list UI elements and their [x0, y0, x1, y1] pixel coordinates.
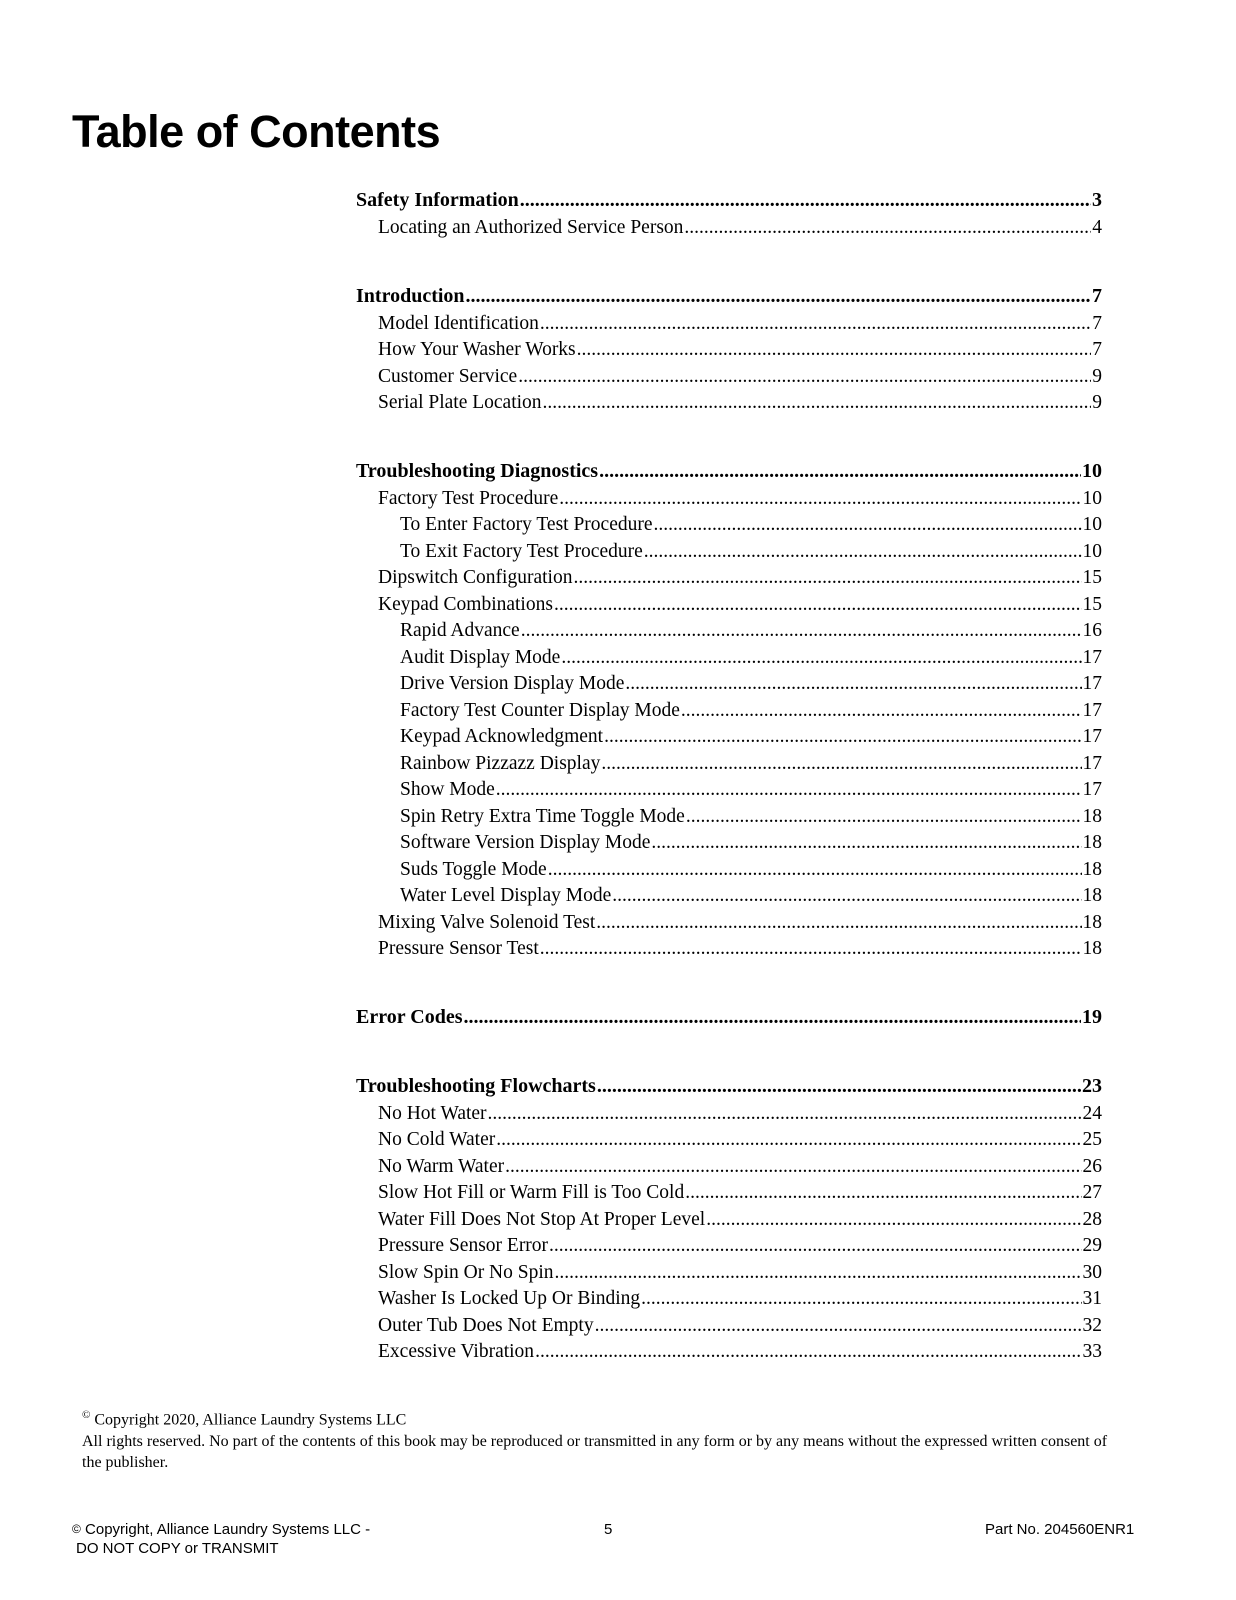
- footer-part-number: Part No. 204560ENR1: [985, 1521, 1135, 1538]
- toc-entry-page: 33: [1082, 1341, 1102, 1362]
- toc-entry-title: Washer Is Locked Up Or Binding: [378, 1288, 641, 1309]
- dot-leader: [535, 1339, 1081, 1366]
- toc-entry-title: No Hot Water: [378, 1102, 487, 1124]
- toc-entry-page: 28: [1082, 1208, 1102, 1230]
- toc-entry-title: Slow Spin Or No Spin: [378, 1261, 554, 1283]
- toc-entry-page: 18: [1082, 805, 1102, 827]
- toc-entry-title: Rapid Advance: [400, 620, 520, 641]
- copyright-text: Copyright 2020, Alliance Laundry Systems LLC: [94, 1411, 407, 1429]
- dot-leader: [561, 645, 1081, 672]
- toc-entry-title: Pressure Sensor Error: [378, 1235, 549, 1256]
- toc-entry[interactable]: [356, 1127, 1102, 1154]
- toc-entry[interactable]: [356, 486, 1102, 513]
- toc-entry[interactable]: [356, 539, 1102, 566]
- footer-copyright: [72, 1520, 370, 1558]
- toc-entry-page: 4: [1092, 217, 1102, 238]
- toc-entry-title: Drive Version Display Mode: [400, 673, 625, 694]
- toc-entry-title: Troubleshooting Flowcharts: [356, 1074, 596, 1097]
- toc-entry-title: No Warm Water: [378, 1155, 505, 1177]
- toc-entry-title: Suds Toggle Mode: [400, 858, 547, 880]
- toc-entry-page: 9: [1092, 365, 1102, 387]
- toc-entry-page: 18: [1082, 938, 1102, 959]
- toc-entry[interactable]: [356, 1286, 1102, 1313]
- toc-chapter[interactable]: [356, 1072, 1102, 1101]
- rights-reserved-text: All rights reserved. No part of the contents of this book may be reproduced or transmitted in any form or by any means without the expressed written consent of the publisher.: [82, 1432, 1108, 1472]
- dot-leader: [686, 804, 1082, 831]
- page-title: Table of Contents: [72, 106, 441, 157]
- toc-entry-page: 15: [1082, 567, 1102, 588]
- toc-chapter[interactable]: [356, 282, 1102, 311]
- dot-leader: [599, 457, 1081, 486]
- toc-entry-page: 32: [1082, 1314, 1102, 1336]
- toc-entry[interactable]: [356, 777, 1102, 804]
- dot-leader: [554, 592, 1082, 619]
- toc-section: [356, 282, 1102, 417]
- toc-entry-page: 17: [1082, 726, 1102, 747]
- dot-leader: [496, 777, 1082, 804]
- copyright-symbol: ©: [82, 1409, 91, 1421]
- dot-leader: [543, 390, 1092, 417]
- toc-entry[interactable]: [356, 1180, 1102, 1207]
- dot-leader: [540, 936, 1082, 963]
- toc-entry-page: 18: [1082, 858, 1102, 880]
- dot-leader: [466, 282, 1091, 311]
- toc-entry-page: 17: [1082, 673, 1102, 694]
- copyright-line: [82, 1405, 1112, 1431]
- footer-do-not-copy: DO NOT COPY or TRANSMIT: [76, 1540, 279, 1557]
- footer-copyright-symbol: ©: [72, 1522, 81, 1536]
- toc-entry-page: 17: [1082, 646, 1102, 668]
- toc-entry-title: To Exit Factory Test Procedure: [400, 540, 643, 562]
- toc-section: [356, 186, 1102, 242]
- toc-entry-page: 24: [1082, 1102, 1102, 1124]
- toc-entry-title: Excessive Vibration: [378, 1341, 535, 1362]
- toc-entry-page: 27: [1082, 1182, 1102, 1203]
- toc-entry-page: 10: [1082, 487, 1102, 509]
- dot-leader: [651, 830, 1081, 857]
- toc-entry-page: 9: [1092, 392, 1102, 413]
- toc-entry-title: Water Level Display Mode: [400, 885, 612, 906]
- toc-entry[interactable]: [356, 883, 1102, 910]
- dot-leader: [548, 857, 1082, 884]
- dot-leader: [573, 565, 1081, 592]
- toc-entry[interactable]: [356, 671, 1102, 698]
- toc-entry[interactable]: [356, 565, 1102, 592]
- toc-entry-page: 18: [1082, 911, 1102, 933]
- dot-leader: [549, 1233, 1081, 1260]
- toc-entry-page: 15: [1082, 593, 1102, 615]
- toc-entry-title: Model Identification: [378, 312, 539, 334]
- toc-entry-title: Factory Test Procedure: [378, 487, 559, 509]
- dot-leader: [681, 698, 1082, 725]
- toc-entry[interactable]: [356, 698, 1102, 725]
- toc-entry-page: 17: [1082, 779, 1102, 800]
- toc-entry[interactable]: [356, 857, 1102, 884]
- toc-entry[interactable]: [356, 592, 1102, 619]
- toc-entry-page: 10: [1082, 514, 1102, 535]
- toc-entry-title: Safety Information: [356, 189, 519, 211]
- toc-entry-page: 29: [1082, 1235, 1102, 1256]
- dot-leader: [555, 1260, 1082, 1287]
- toc-entry[interactable]: [356, 645, 1102, 672]
- dot-leader: [577, 337, 1092, 364]
- dot-leader: [521, 618, 1082, 645]
- dot-leader: [540, 311, 1091, 338]
- toc-entry-page: 23: [1082, 1074, 1102, 1097]
- dot-leader: [604, 724, 1081, 751]
- toc-section: [356, 1072, 1102, 1366]
- dot-leader: [463, 1003, 1081, 1032]
- copyright-notice: [82, 1405, 1112, 1474]
- toc-entry[interactable]: [356, 936, 1102, 963]
- toc-entry[interactable]: [356, 618, 1102, 645]
- toc-entry-page: 18: [1082, 832, 1102, 853]
- toc-entry-title: Keypad Acknowledgment: [400, 726, 604, 747]
- dot-leader: [496, 1127, 1081, 1154]
- dot-leader: [654, 512, 1082, 539]
- toc-entry-page: 25: [1082, 1129, 1102, 1150]
- toc-entry-title: Troubleshooting Diagnostics: [356, 459, 599, 482]
- toc-entry-page: 7: [1092, 284, 1102, 307]
- toc-entry-page: 18: [1082, 885, 1102, 906]
- dot-leader: [601, 751, 1081, 778]
- toc-entry[interactable]: [356, 1339, 1102, 1366]
- dot-leader: [612, 883, 1081, 910]
- toc-entry[interactable]: [356, 1313, 1102, 1340]
- toc-entry-title: Locating an Authorized Service Person: [378, 217, 684, 238]
- toc-entry[interactable]: [356, 215, 1102, 242]
- toc-entry-page: 17: [1082, 752, 1102, 774]
- dot-leader: [641, 1286, 1081, 1313]
- dot-leader: [625, 671, 1081, 698]
- toc-entry-title: Spin Retry Extra Time Toggle Mode: [400, 805, 685, 827]
- dot-leader: [520, 186, 1091, 215]
- toc-entry[interactable]: [356, 830, 1102, 857]
- toc-chapter[interactable]: [356, 457, 1102, 486]
- toc-entry-title: Outer Tub Does Not Empty: [378, 1314, 594, 1336]
- dot-leader: [685, 1180, 1081, 1207]
- toc-entry-title: Customer Service: [378, 365, 518, 387]
- toc-entry-page: 7: [1092, 339, 1102, 360]
- toc-entry-title: Show Mode: [400, 779, 495, 800]
- toc-entry[interactable]: [356, 390, 1102, 417]
- footer-copyright-text: Copyright, Alliance Laundry Systems LLC -: [85, 1521, 371, 1538]
- dot-leader: [644, 539, 1082, 566]
- toc-entry-title: Keypad Combinations: [378, 593, 553, 615]
- toc-entry-page: 10: [1082, 459, 1102, 482]
- toc-chapter[interactable]: [356, 1003, 1102, 1032]
- toc-entry-page: 10: [1082, 540, 1102, 562]
- toc-entry-page: 7: [1092, 312, 1102, 334]
- toc-section: [356, 457, 1102, 963]
- toc-entry-page: 26: [1082, 1155, 1102, 1177]
- dot-leader: [597, 1072, 1081, 1101]
- toc-entry-title: Slow Hot Fill or Warm Fill is Too Cold: [378, 1182, 685, 1203]
- dot-leader: [706, 1207, 1081, 1234]
- toc-entry[interactable]: [356, 804, 1102, 831]
- toc-entry-title: Mixing Valve Solenoid Test: [378, 911, 596, 933]
- toc-chapter[interactable]: [356, 186, 1102, 215]
- toc-entry-page: 31: [1082, 1288, 1102, 1309]
- toc-entry-title: Water Fill Does Not Stop At Proper Level: [378, 1208, 706, 1230]
- dot-leader: [488, 1101, 1082, 1128]
- toc-entry-page: 17: [1082, 699, 1102, 721]
- toc-entry[interactable]: [356, 311, 1102, 338]
- dot-leader: [505, 1154, 1081, 1181]
- toc-entry-title: Audit Display Mode: [400, 646, 561, 668]
- toc-entry-title: Rainbow Pizzazz Display: [400, 752, 601, 774]
- toc-entry[interactable]: [356, 910, 1102, 937]
- toc-entry-page: 16: [1082, 620, 1102, 641]
- toc-entry[interactable]: [356, 364, 1102, 391]
- toc-entry-page: 3: [1092, 189, 1102, 211]
- toc-entry-title: How Your Washer Works: [378, 339, 576, 360]
- toc-entry-title: Introduction: [356, 284, 465, 307]
- footer-page-number: 5: [604, 1521, 613, 1538]
- toc-entry[interactable]: [356, 1260, 1102, 1287]
- toc-entry[interactable]: [356, 512, 1102, 539]
- toc-entry-title: Software Version Display Mode: [400, 832, 651, 853]
- toc-entry[interactable]: [356, 1207, 1102, 1234]
- toc-entry-title: Dipswitch Configuration: [378, 567, 573, 588]
- toc-section: [356, 1003, 1102, 1032]
- toc-entry-title: No Cold Water: [378, 1129, 496, 1150]
- dot-leader: [518, 364, 1091, 391]
- toc-entry[interactable]: [356, 724, 1102, 751]
- toc-entry-title: Serial Plate Location: [378, 392, 542, 413]
- toc-entry-title: To Enter Factory Test Procedure: [400, 514, 653, 535]
- dot-leader: [684, 215, 1091, 242]
- toc-entry[interactable]: [356, 751, 1102, 778]
- table-of-contents: [356, 186, 1102, 1406]
- toc-entry-title: Error Codes: [356, 1005, 463, 1028]
- toc-entry-title: Pressure Sensor Test: [378, 938, 539, 959]
- toc-entry[interactable]: [356, 1154, 1102, 1181]
- toc-entry-title: Factory Test Counter Display Mode: [400, 699, 680, 721]
- toc-entry[interactable]: [356, 1101, 1102, 1128]
- toc-entry[interactable]: [356, 1233, 1102, 1260]
- dot-leader: [596, 910, 1081, 937]
- toc-entry-page: 19: [1082, 1005, 1102, 1028]
- dot-leader: [595, 1313, 1082, 1340]
- toc-entry-page: 30: [1082, 1261, 1102, 1283]
- dot-leader: [559, 486, 1081, 513]
- toc-entry[interactable]: [356, 337, 1102, 364]
